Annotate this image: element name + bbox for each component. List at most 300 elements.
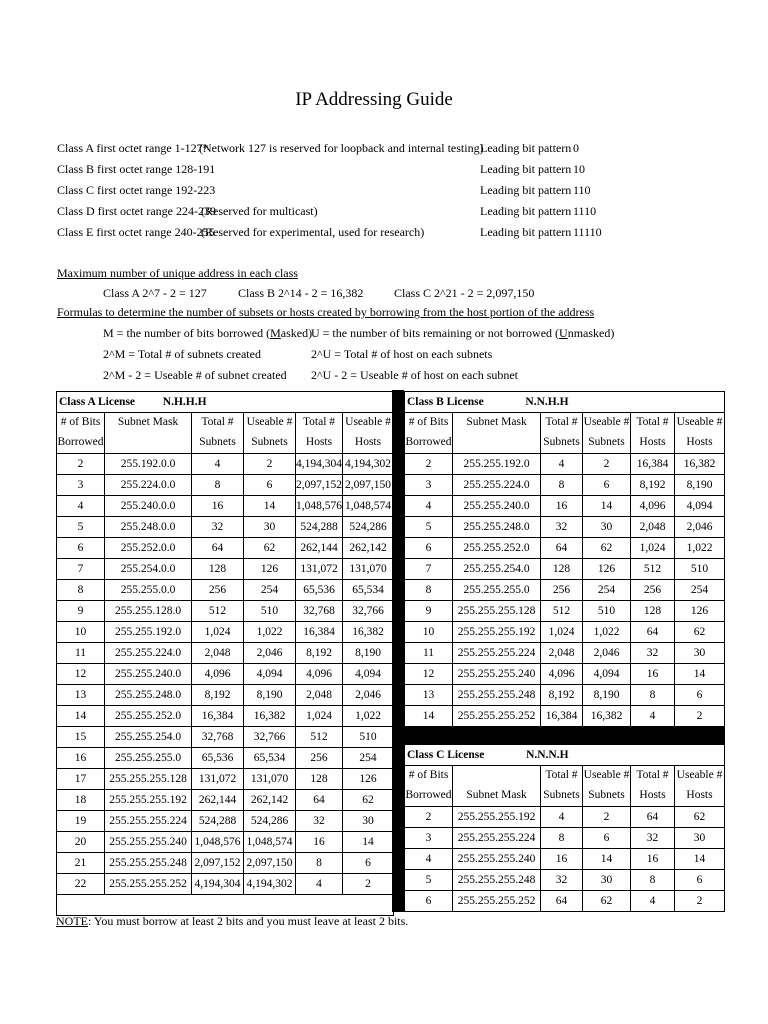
- note: [56, 914, 408, 928]
- cell-total-subnets: 4,096: [541, 664, 583, 685]
- cell-subnet-mask: 255.255.255.252: [453, 891, 541, 912]
- header-useable-hosts: Useable #: [675, 766, 725, 786]
- cell-useable-subnets: 14: [583, 849, 631, 870]
- table-row: [405, 807, 725, 828]
- cell-useable-subnets: 32,766: [244, 727, 296, 748]
- cell-total-subnets: 262,144: [192, 790, 244, 811]
- class-b-license-row: [405, 392, 725, 413]
- cell-useable-subnets: 16,382: [583, 706, 631, 727]
- cell-subnet-mask: 255.255.255.252: [453, 706, 541, 727]
- cell-useable-subnets: 6: [583, 828, 631, 849]
- table-row: [57, 622, 394, 643]
- cell-bits: 22: [57, 874, 105, 895]
- cell-total-subnets: 32: [541, 517, 583, 538]
- header-useable-subnets: Useable #: [583, 766, 631, 786]
- cell-subnet-mask: 255.255.252.0: [105, 706, 192, 727]
- table-row: [405, 601, 725, 622]
- cell-bits: 11: [405, 643, 453, 664]
- header-hosts: Hosts: [631, 433, 675, 454]
- formula-u-total: 2^U = Total # of host on each subnets: [311, 347, 493, 361]
- cell-useable-hosts: 6: [675, 685, 725, 706]
- cell-bits: 2: [405, 454, 453, 475]
- table-row: [57, 643, 394, 664]
- cell-total-hosts: 4,096: [631, 496, 675, 517]
- class-b-rows: [405, 454, 725, 727]
- header-total-subnets: Total #: [541, 766, 583, 786]
- cell-total-hosts: 8,192: [296, 643, 343, 664]
- header-subnets: Subnets: [244, 433, 296, 454]
- cell-bits: 20: [57, 832, 105, 853]
- class-e-range: Class E first octet range 240-255: [57, 225, 215, 239]
- cell-useable-hosts: 14: [675, 664, 725, 685]
- cell-subnet-mask: 255.255.255.240: [453, 849, 541, 870]
- cell-bits: 5: [405, 517, 453, 538]
- header-total-subnets: Total #: [541, 413, 583, 433]
- cell-bits: 12: [57, 664, 105, 685]
- cell-bits: 8: [405, 580, 453, 601]
- cell-useable-subnets: 1,022: [583, 622, 631, 643]
- cell-useable-subnets: 131,070: [244, 769, 296, 790]
- cell-total-hosts: 4: [631, 891, 675, 912]
- header-bits: # of Bits: [405, 766, 453, 786]
- cell-total-hosts: 8: [631, 870, 675, 891]
- cell-subnet-mask: 255.255.255.0: [453, 580, 541, 601]
- cell-subnet-mask: 255.255.0.0: [105, 580, 192, 601]
- cell-total-subnets: 1,048,576: [192, 832, 244, 853]
- cell-total-hosts: 262,144: [296, 538, 343, 559]
- cell-bits: 7: [405, 559, 453, 580]
- cell-subnet-mask: 255.255.255.128: [105, 769, 192, 790]
- cell-useable-hosts: 30: [675, 643, 725, 664]
- cell-subnet-mask: 255.255.255.224: [105, 811, 192, 832]
- cell-total-subnets: 32: [192, 517, 244, 538]
- cell-useable-hosts: 262,142: [343, 538, 394, 559]
- cell-useable-subnets: 524,286: [244, 811, 296, 832]
- cell-subnet-mask: 255.255.255.248: [105, 853, 192, 874]
- cell-subnet-mask: 255.255.240.0: [453, 496, 541, 517]
- cell-total-subnets: 16: [541, 849, 583, 870]
- cell-useable-subnets: 126: [583, 559, 631, 580]
- cell-total-hosts: 65,536: [296, 580, 343, 601]
- cell-useable-subnets: 16,382: [244, 706, 296, 727]
- cell-total-subnets: 4,096: [192, 664, 244, 685]
- cell-total-subnets: 128: [192, 559, 244, 580]
- cell-total-subnets: 256: [541, 580, 583, 601]
- cell-total-hosts: 4,096: [296, 664, 343, 685]
- cell-total-subnets: 65,536: [192, 748, 244, 769]
- cell-subnet-mask: 255.255.248.0: [105, 685, 192, 706]
- cell-bits: 5: [57, 517, 105, 538]
- class-c-rows: [405, 807, 725, 912]
- cell-useable-hosts: 254: [675, 580, 725, 601]
- cell-useable-hosts: 4,094: [343, 664, 394, 685]
- cell-total-subnets: 524,288: [192, 811, 244, 832]
- cell-total-subnets: 32,768: [192, 727, 244, 748]
- table-row: [405, 828, 725, 849]
- cell-bits: 11: [57, 643, 105, 664]
- cell-subnet-mask: 255.255.224.0: [453, 475, 541, 496]
- table-row: [405, 891, 725, 912]
- cell-subnet-mask: 255.255.254.0: [453, 559, 541, 580]
- header-useable-hosts: Useable #: [343, 413, 394, 433]
- cell-bits: 13: [57, 685, 105, 706]
- class-c-header-row-1: [405, 766, 725, 786]
- table-row: [405, 685, 725, 706]
- cell-useable-subnets: 65,534: [244, 748, 296, 769]
- cell-useable-subnets: 2,046: [244, 643, 296, 664]
- cell-useable-subnets: 254: [583, 580, 631, 601]
- table-row: [405, 643, 725, 664]
- cell-total-hosts: 64: [631, 622, 675, 643]
- table-row: [405, 559, 725, 580]
- table-row: [57, 748, 394, 769]
- cell-total-subnets: 8: [541, 475, 583, 496]
- cell-useable-subnets: 4,194,302: [244, 874, 296, 895]
- class-e-lead-label: Leading bit pattern: [480, 225, 572, 239]
- header-hosts: Hosts: [343, 433, 394, 454]
- cell-total-subnets: 512: [541, 601, 583, 622]
- table-row: [57, 685, 394, 706]
- cell-bits: 21: [57, 853, 105, 874]
- maximum-class-a: Class A 2^7 - 2 = 127: [103, 286, 207, 300]
- table-row: [57, 727, 394, 748]
- class-b-black-divider: [405, 727, 725, 745]
- cell-useable-hosts: 2,046: [343, 685, 394, 706]
- cell-useable-subnets: 1,022: [244, 622, 296, 643]
- cell-bits: 19: [57, 811, 105, 832]
- class-d-pattern: 1110: [573, 204, 597, 218]
- cell-useable-subnets: 30: [583, 517, 631, 538]
- class-c-pattern: 110: [573, 183, 591, 197]
- cell-useable-hosts: 6: [675, 870, 725, 891]
- cell-subnet-mask: 255.252.0.0: [105, 538, 192, 559]
- cell-total-subnets: 2,048: [192, 643, 244, 664]
- cell-bits: 7: [57, 559, 105, 580]
- cell-subnet-mask: 255.255.224.0: [105, 643, 192, 664]
- cell-bits: 17: [57, 769, 105, 790]
- cell-useable-hosts: 126: [343, 769, 394, 790]
- cell-total-subnets: 16,384: [541, 706, 583, 727]
- cell-total-hosts: 128: [631, 601, 675, 622]
- cell-useable-subnets: 1,048,574: [244, 832, 296, 853]
- cell-useable-subnets: 4,094: [583, 664, 631, 685]
- header-subnets: Subnets: [583, 786, 631, 807]
- cell-bits: 8: [57, 580, 105, 601]
- cell-useable-hosts: 2,097,150: [343, 475, 394, 496]
- header-borrowed: Borrowed: [405, 786, 453, 807]
- cell-subnet-mask: 255.255.255.224: [453, 643, 541, 664]
- cell-total-hosts: 32: [631, 643, 675, 664]
- cell-total-hosts: 1,024: [296, 706, 343, 727]
- class-b-pattern: N.N.H.H: [525, 395, 569, 408]
- cell-bits: 6: [57, 538, 105, 559]
- cell-useable-hosts: 6: [343, 853, 394, 874]
- cell-useable-hosts: 62: [675, 807, 725, 828]
- cell-useable-subnets: 14: [244, 496, 296, 517]
- note-text: : You must borrow at least 2 bits and you must leave at least 2 bits.: [88, 914, 409, 928]
- class-a-note: (Network 127 is reserved for loopback and internal testing): [199, 141, 484, 155]
- table-row: [57, 496, 394, 517]
- cell-useable-subnets: 510: [244, 601, 296, 622]
- cell-total-hosts: 131,072: [296, 559, 343, 580]
- class-c-license: Class C License: [407, 748, 485, 761]
- note-label: NOTE: [56, 914, 88, 928]
- cell-total-subnets: 4,194,304: [192, 874, 244, 895]
- formula-u-useable: 2^U - 2 = Useable # of host on each subnet: [311, 368, 519, 382]
- header-subnet-mask: Subnet Mask: [453, 413, 541, 454]
- cell-subnet-mask: 255.255.255.252: [105, 874, 192, 895]
- cell-bits: 9: [405, 601, 453, 622]
- class-c-license-row: [405, 745, 725, 766]
- cell-useable-hosts: 524,286: [343, 517, 394, 538]
- cell-useable-hosts: 14: [675, 849, 725, 870]
- cell-useable-hosts: 2,046: [675, 517, 725, 538]
- table-row: [405, 454, 725, 475]
- class-a-license: Class A License: [59, 395, 136, 408]
- cell-total-hosts: 16: [631, 664, 675, 685]
- table-row: [405, 849, 725, 870]
- header-useable-subnets: Useable #: [244, 413, 296, 433]
- cell-bits: 3: [57, 475, 105, 496]
- cell-useable-hosts: 1,022: [675, 538, 725, 559]
- formula-m-total: 2^M = Total # of subnets created: [103, 347, 261, 361]
- class-a-rows: [57, 454, 394, 895]
- class-c-pattern: N.N.N.H: [526, 748, 569, 761]
- cell-useable-subnets: 2: [244, 454, 296, 475]
- header-bits: # of Bits: [57, 413, 105, 433]
- cell-total-subnets: 4: [192, 454, 244, 475]
- header-subnet-mask: Subnet Mask: [453, 786, 541, 807]
- cell-total-subnets: 131,072: [192, 769, 244, 790]
- cell-useable-hosts: 65,534: [343, 580, 394, 601]
- cell-useable-hosts: 16,382: [675, 454, 725, 475]
- table-row: [405, 622, 725, 643]
- cell-total-subnets: 4: [541, 454, 583, 475]
- cell-subnet-mask: 255.255.254.0: [105, 727, 192, 748]
- cell-bits: 6: [405, 891, 453, 912]
- class-c-header-row-2: [405, 786, 725, 807]
- table-row: [57, 601, 394, 622]
- header-hosts: Hosts: [631, 786, 675, 807]
- table-row: [405, 496, 725, 517]
- cell-total-hosts: 8: [296, 853, 343, 874]
- cell-total-hosts: 8: [631, 685, 675, 706]
- cell-useable-subnets: 62: [244, 538, 296, 559]
- cell-useable-hosts: 126: [675, 601, 725, 622]
- maximum-class-b: Class B 2^14 - 2 = 16,382: [238, 286, 364, 300]
- cell-total-subnets: 1,024: [192, 622, 244, 643]
- cell-bits: 14: [57, 706, 105, 727]
- cell-useable-hosts: 30: [343, 811, 394, 832]
- cell-subnet-mask: 255.255.255.128: [453, 601, 541, 622]
- cell-useable-subnets: 14: [583, 496, 631, 517]
- cell-useable-hosts: 32,766: [343, 601, 394, 622]
- class-a-footer-row: [57, 895, 394, 916]
- cell-total-hosts: 16,384: [296, 622, 343, 643]
- cell-useable-subnets: 2: [583, 454, 631, 475]
- cell-useable-subnets: 2,046: [583, 643, 631, 664]
- cell-bits: 2: [405, 807, 453, 828]
- cell-total-subnets: 64: [541, 538, 583, 559]
- cell-total-hosts: 2,048: [631, 517, 675, 538]
- cell-total-hosts: 512: [631, 559, 675, 580]
- cell-subnet-mask: 255.254.0.0: [105, 559, 192, 580]
- cell-total-hosts: 16: [296, 832, 343, 853]
- cell-total-hosts: 32: [296, 811, 343, 832]
- cell-total-subnets: 1,024: [541, 622, 583, 643]
- table-row: [57, 769, 394, 790]
- cell-subnet-mask: 255.255.255.224: [453, 828, 541, 849]
- cell-useable-hosts: 8,190: [675, 475, 725, 496]
- header-total-subnets: Total #: [192, 413, 244, 433]
- cell-subnet-mask: 255.255.252.0: [453, 538, 541, 559]
- page-title: IP Addressing Guide: [295, 89, 453, 110]
- cell-useable-hosts: 510: [675, 559, 725, 580]
- cell-total-hosts: 4: [296, 874, 343, 895]
- cell-subnet-mask: 255.248.0.0: [105, 517, 192, 538]
- cell-total-subnets: 512: [192, 601, 244, 622]
- cell-useable-hosts: 2: [343, 874, 394, 895]
- table-row: [405, 517, 725, 538]
- cell-useable-hosts: 16,382: [343, 622, 394, 643]
- cell-useable-hosts: 4,094: [675, 496, 725, 517]
- cell-useable-hosts: 62: [343, 790, 394, 811]
- cell-bits: 16: [57, 748, 105, 769]
- cell-subnet-mask: 255.255.192.0: [453, 454, 541, 475]
- header-subnet-mask: Subnet Mask: [105, 413, 192, 454]
- cell-total-subnets: 128: [541, 559, 583, 580]
- cell-bits: 4: [57, 496, 105, 517]
- table-row: [57, 874, 394, 895]
- cell-subnet-mask: 255.255.248.0: [453, 517, 541, 538]
- cell-total-subnets: 4: [541, 807, 583, 828]
- cell-total-hosts: 128: [296, 769, 343, 790]
- cell-total-hosts: 4: [631, 706, 675, 727]
- cell-useable-hosts: 1,048,574: [343, 496, 394, 517]
- cell-subnet-mask: 255.255.192.0: [105, 622, 192, 643]
- cell-total-subnets: 32: [541, 870, 583, 891]
- table-row: [57, 832, 394, 853]
- cell-bits: 6: [405, 538, 453, 559]
- cell-total-hosts: 32,768: [296, 601, 343, 622]
- table-row: [57, 790, 394, 811]
- cell-total-hosts: 16: [631, 849, 675, 870]
- cell-bits: 13: [405, 685, 453, 706]
- cell-useable-hosts: 62: [675, 622, 725, 643]
- cell-total-subnets: 64: [541, 891, 583, 912]
- table-row: [405, 664, 725, 685]
- class-d-note: (Reserved for multicast): [201, 204, 318, 218]
- cell-total-subnets: 64: [192, 538, 244, 559]
- cell-useable-hosts: 30: [675, 828, 725, 849]
- table-row: [57, 664, 394, 685]
- table-row: [405, 538, 725, 559]
- cell-subnet-mask: 255.255.255.192: [453, 807, 541, 828]
- cell-bits: 3: [405, 828, 453, 849]
- cell-total-hosts: 32: [631, 828, 675, 849]
- cell-useable-subnets: 30: [244, 517, 296, 538]
- class-a-range: Class A first octet range 1-127*: [57, 141, 209, 155]
- cell-total-hosts: 512: [296, 727, 343, 748]
- header-useable-subnets: Useable #: [583, 413, 631, 433]
- header-hosts: Hosts: [675, 433, 725, 454]
- formula-m-useable: 2^M - 2 = Useable # of subnet created: [103, 368, 287, 382]
- cell-subnet-mask: 255.255.240.0: [105, 664, 192, 685]
- cell-subnet-mask: 255.255.255.192: [105, 790, 192, 811]
- cell-subnet-mask: 255.255.255.0: [105, 748, 192, 769]
- cell-total-hosts: 2,048: [296, 685, 343, 706]
- cell-total-hosts: 4,194,304: [296, 454, 343, 475]
- cell-useable-subnets: 510: [583, 601, 631, 622]
- class-b-pattern: 10: [573, 162, 585, 176]
- cell-useable-subnets: 2,097,150: [244, 853, 296, 874]
- cell-total-subnets: 2,097,152: [192, 853, 244, 874]
- header-useable-hosts: Useable #: [675, 413, 725, 433]
- header-subnets: Subnets: [583, 433, 631, 454]
- cell-subnet-mask: 255.255.255.240: [453, 664, 541, 685]
- cell-subnet-mask: 255.224.0.0: [105, 475, 192, 496]
- cell-useable-subnets: 62: [583, 891, 631, 912]
- cell-bits: 14: [405, 706, 453, 727]
- class-c-range: Class C first octet range 192-223: [57, 183, 216, 197]
- cell-bits: 4: [405, 496, 453, 517]
- cell-total-hosts: 1,024: [631, 538, 675, 559]
- cell-bits: 2: [57, 454, 105, 475]
- class-d-lead-label: Leading bit pattern: [480, 204, 572, 218]
- cell-bits: 5: [405, 870, 453, 891]
- table-row: [405, 870, 725, 891]
- cell-total-hosts: 64: [296, 790, 343, 811]
- class-d-range: Class D first octet range 224-239: [57, 204, 216, 218]
- class-a-license-row: [57, 392, 394, 413]
- cell-subnet-mask: 255.192.0.0: [105, 454, 192, 475]
- class-a-table: [56, 391, 394, 916]
- table-row: [405, 580, 725, 601]
- header-total-hosts: Total #: [296, 413, 343, 433]
- table-row: [57, 559, 394, 580]
- cell-total-subnets: 256: [192, 580, 244, 601]
- table-row: [57, 475, 394, 496]
- class-a-lead-label: Leading bit pattern: [480, 141, 572, 155]
- cell-total-subnets: 16: [541, 496, 583, 517]
- cell-total-hosts: 16,384: [631, 454, 675, 475]
- table-row: [57, 580, 394, 601]
- class-e-pattern: 11110: [573, 225, 602, 239]
- cell-total-subnets: 8: [541, 828, 583, 849]
- cell-useable-subnets: 126: [244, 559, 296, 580]
- cell-useable-hosts: 8,190: [343, 643, 394, 664]
- formula-u-definition: U = the number of bits remaining or not borrowed (Unmasked): [311, 326, 615, 340]
- formulas-heading: Formulas to determine the number of subsets or hosts created by borrowing from the host portion of the address: [57, 305, 595, 319]
- cell-useable-subnets: 8,190: [583, 685, 631, 706]
- cell-bits: 9: [57, 601, 105, 622]
- class-b-lead-label: Leading bit pattern: [480, 162, 572, 176]
- cell-useable-hosts: 4,194,302: [343, 454, 394, 475]
- cell-total-hosts: 1,048,576: [296, 496, 343, 517]
- class-a-pattern: 0: [573, 141, 579, 155]
- header-subnets: Subnets: [192, 433, 244, 454]
- cell-total-hosts: 2,097,152: [296, 475, 343, 496]
- cell-useable-subnets: 6: [244, 475, 296, 496]
- table-row: [57, 811, 394, 832]
- header-borrowed: Borrowed: [57, 433, 105, 454]
- cell-bits: 15: [57, 727, 105, 748]
- cell-useable-hosts: 254: [343, 748, 394, 769]
- cell-useable-subnets: 4,094: [244, 664, 296, 685]
- cell-total-subnets: 8,192: [192, 685, 244, 706]
- class-b-license: Class B License: [407, 395, 484, 408]
- cell-subnet-mask: 255.255.255.248: [453, 870, 541, 891]
